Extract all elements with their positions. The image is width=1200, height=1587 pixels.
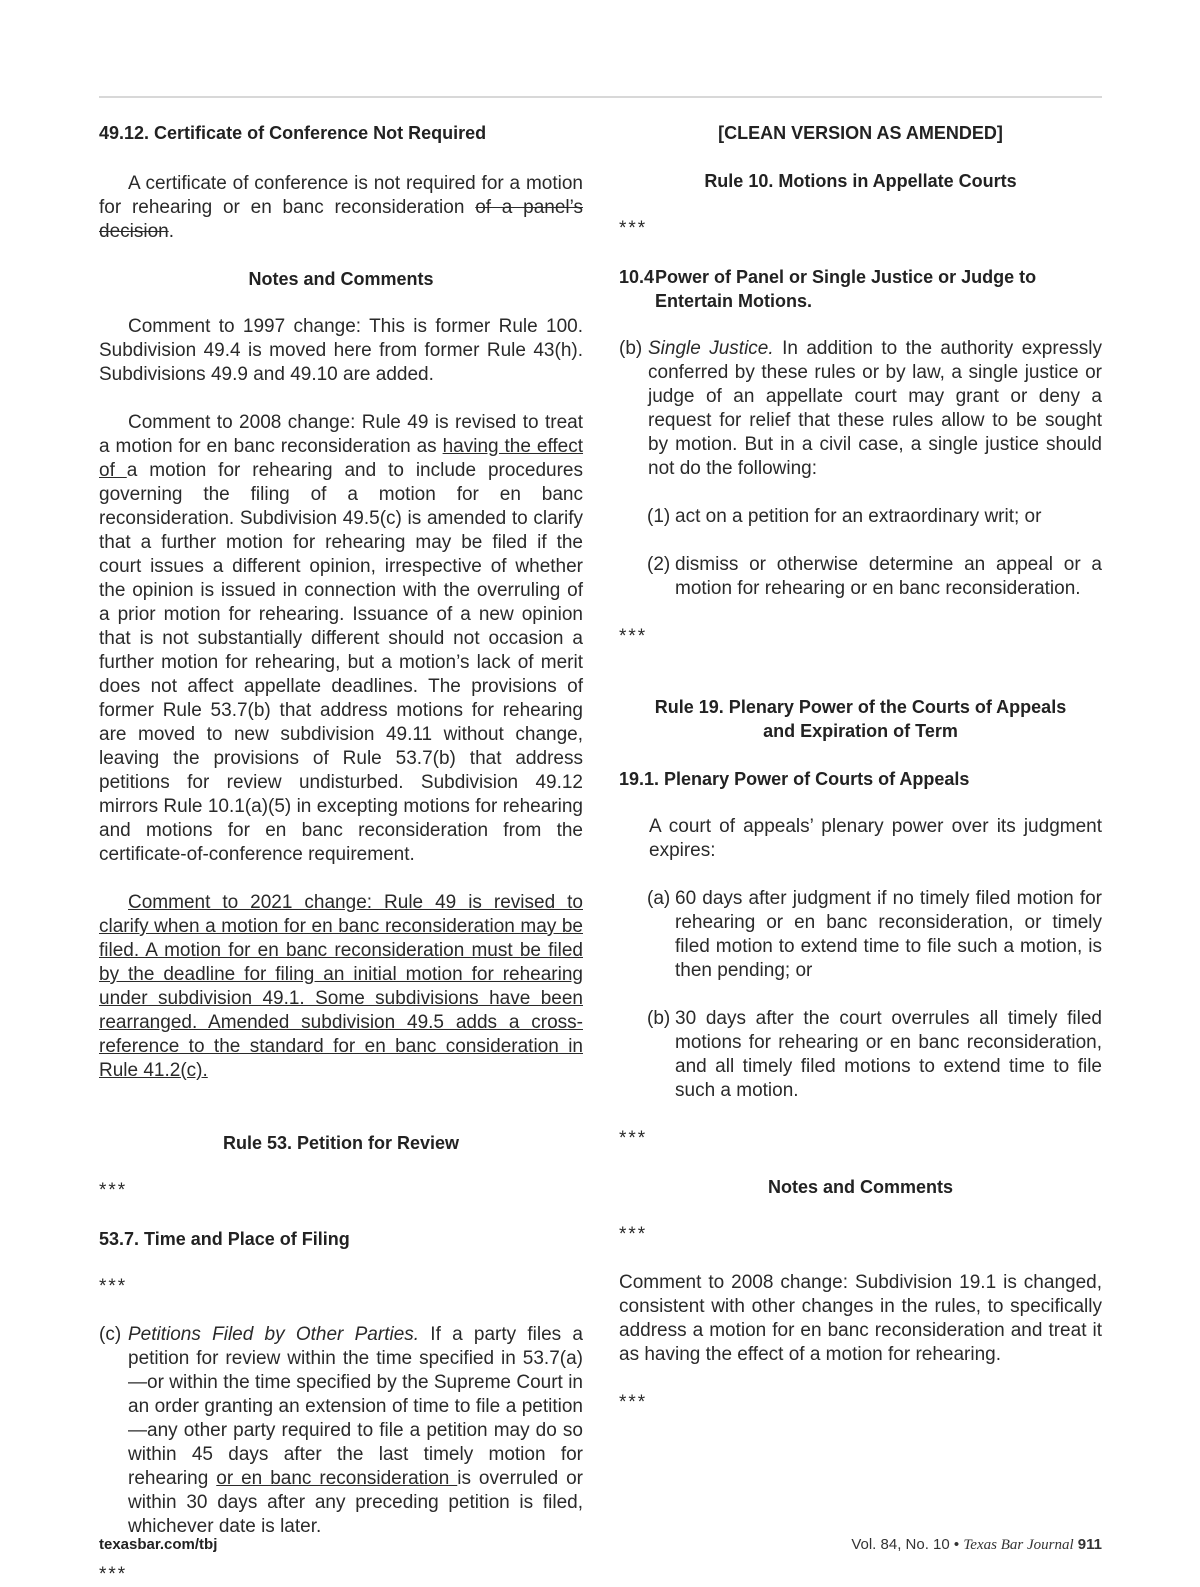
right-column	[619, 118, 1102, 1415]
subdivision-b-single-justice: (b) Single Justice. In addition to the authority expressly conferred by these rules or by law, a single justice or judge of an appellate court may grant or deny a request for relief that these rules allow to be sought by motion. But in a civil case, a single justice should not do the following:	[619, 338, 1102, 479]
item-label: (1)	[647, 506, 671, 527]
subdivision-c: (c) Petitions Filed by Other Parties. If a party files a petition for review within the time specified in 53.7(a)—or within the time specified by the Supreme Court in an order granting an extension of time to file a petition—any other party required to file a petition may do so within 45 days after the last timely motion for rehearing or en banc reconsideration is overruled or within 30 days after any preceding petition is filed, whichever date is later.	[99, 1324, 583, 1537]
heading-10-4: 10.4 Power of Panel or Single Justice or Judge to Entertain Motions.	[619, 267, 1037, 311]
rule-19-heading: Rule 19. Plenary Power of the Courts of Appeals and Expiration of Term	[654, 697, 1067, 741]
item-label: (b)	[647, 1008, 671, 1029]
left-column	[99, 118, 583, 1587]
list-item-b: (b) 30 days after the court overrules all timely filed motions for rehearing or en banc reconsideration, and all timely filed motions to extend time to file such a motion.	[647, 1008, 1102, 1101]
footer-citation	[851, 1536, 1102, 1554]
separator-stars: ***	[619, 1392, 648, 1413]
bullet: •	[953, 1536, 960, 1553]
separator-stars: ***	[619, 626, 648, 647]
heading-49-12: 49.12. Certificate of Conference Not Required	[99, 123, 487, 143]
footer-site: texasbar.com/tbj	[99, 1536, 218, 1553]
volume-issue: Vol. 84, No. 10	[851, 1536, 950, 1553]
comment-2008-right: Comment to 2008 change: Subdivision 19.1 is changed, consistent with other changes in the rules, to specifically address a motion for en banc reconsideration and treat it as having the effect of a motion for rehearing.	[619, 1272, 1102, 1365]
notes-heading-right: Notes and Comments	[767, 1177, 954, 1197]
paragraph-certificate: A certificate of conference is not required for a motion for rehearing or en banc reconsideration of a panel’s decision.	[99, 173, 583, 242]
rule-53-heading: Rule 53. Petition for Review	[222, 1133, 460, 1153]
separator-stars: ***	[99, 1276, 128, 1297]
comment-1997: Comment to 1997 change: This is former Rule 100. Subdivision 49.4 is moved here from former Rule 43(h). Subdivisions 49.9 and 49.10 are added.	[99, 316, 583, 385]
separator-stars: ***	[99, 1180, 128, 1201]
item-label: (a)	[647, 888, 671, 909]
top-divider	[99, 96, 1102, 98]
list-item-a: (a) 60 days after judgment if no timely filed motion for rehearing or en banc reconsideration, or timely filed motion to extend time to file such a motion, is then pending; or	[647, 888, 1102, 981]
item-label: (b)	[619, 338, 643, 359]
rule-10-heading: Rule 10. Motions in Appellate Courts	[704, 171, 1017, 191]
separator-stars: ***	[619, 1128, 648, 1149]
separator-stars: ***	[619, 218, 648, 239]
journal-title: Texas Bar Journal	[963, 1537, 1074, 1553]
item-label: (c)	[99, 1324, 122, 1345]
comment-2008-left: Comment to 2008 change: Rule 49 is revised to treat a motion for en banc reconsideration as having the effect of a motion for rehearing and to include procedures governing the filing of a motion for en banc reconsideration. Subdivision 49.5(c) is amended to clarify that a further motion for rehearing may be filed if the court issues a different opinion, irrespective of whether the opinion is issued in connection with the overruling of a prior motion for rehearing. Issuance of a new opinion that is not substantially different should not occasion a further motion for rehearing, but a motion’s lack of merit does not affect appellate deadlines. The provisions of former Rule 53.7(b) that address motions for rehearing are moved to new subdivision 49.11 without change, leaving the provisions of Rule 53.7(b) that address petitions for review undisturbed. Subdivision 49.12 mirrors Rule 10.1(a)(5) in excepting motions for rehearing and motions for en banc reconsideration from the certificate-of-conference requirement.	[99, 412, 584, 865]
comment-2021: Comment to 2021 change: Rule 49 is revised to clarify when a motion for en banc reconsideration may be filed. A motion for en banc reconsideration must be filed by the deadline for filing an initial motion for rehearing under subdivision 49.1. Some subdivisions have been rearranged. Amended subdivision 49.5 adds a cross-reference to the standard for en banc consideration in Rule 41.2(c).	[99, 892, 583, 1081]
heading-53-7: 53.7. Time and Place of Filing	[99, 1229, 350, 1249]
list-item-1: (1) act on a petition for an extraordinary writ; or	[647, 506, 1042, 527]
separator-stars: ***	[99, 1564, 128, 1585]
page-number: 911	[1077, 1536, 1102, 1553]
list-item-2: (2) dismiss or otherwise determine an appeal or a motion for rehearing or en banc reconsideration.	[647, 554, 1102, 599]
paragraph-plenary: A court of appeals’ plenary power over its judgment expires:	[649, 816, 1102, 861]
heading-19-1: 19.1. Plenary Power of Courts of Appeals	[619, 769, 970, 789]
clean-version-heading: [CLEAN VERSION AS AMENDED]	[718, 123, 1003, 143]
separator-stars: ***	[619, 1224, 648, 1245]
notes-heading-left: Notes and Comments	[248, 269, 434, 289]
item-label: (2)	[647, 554, 671, 575]
